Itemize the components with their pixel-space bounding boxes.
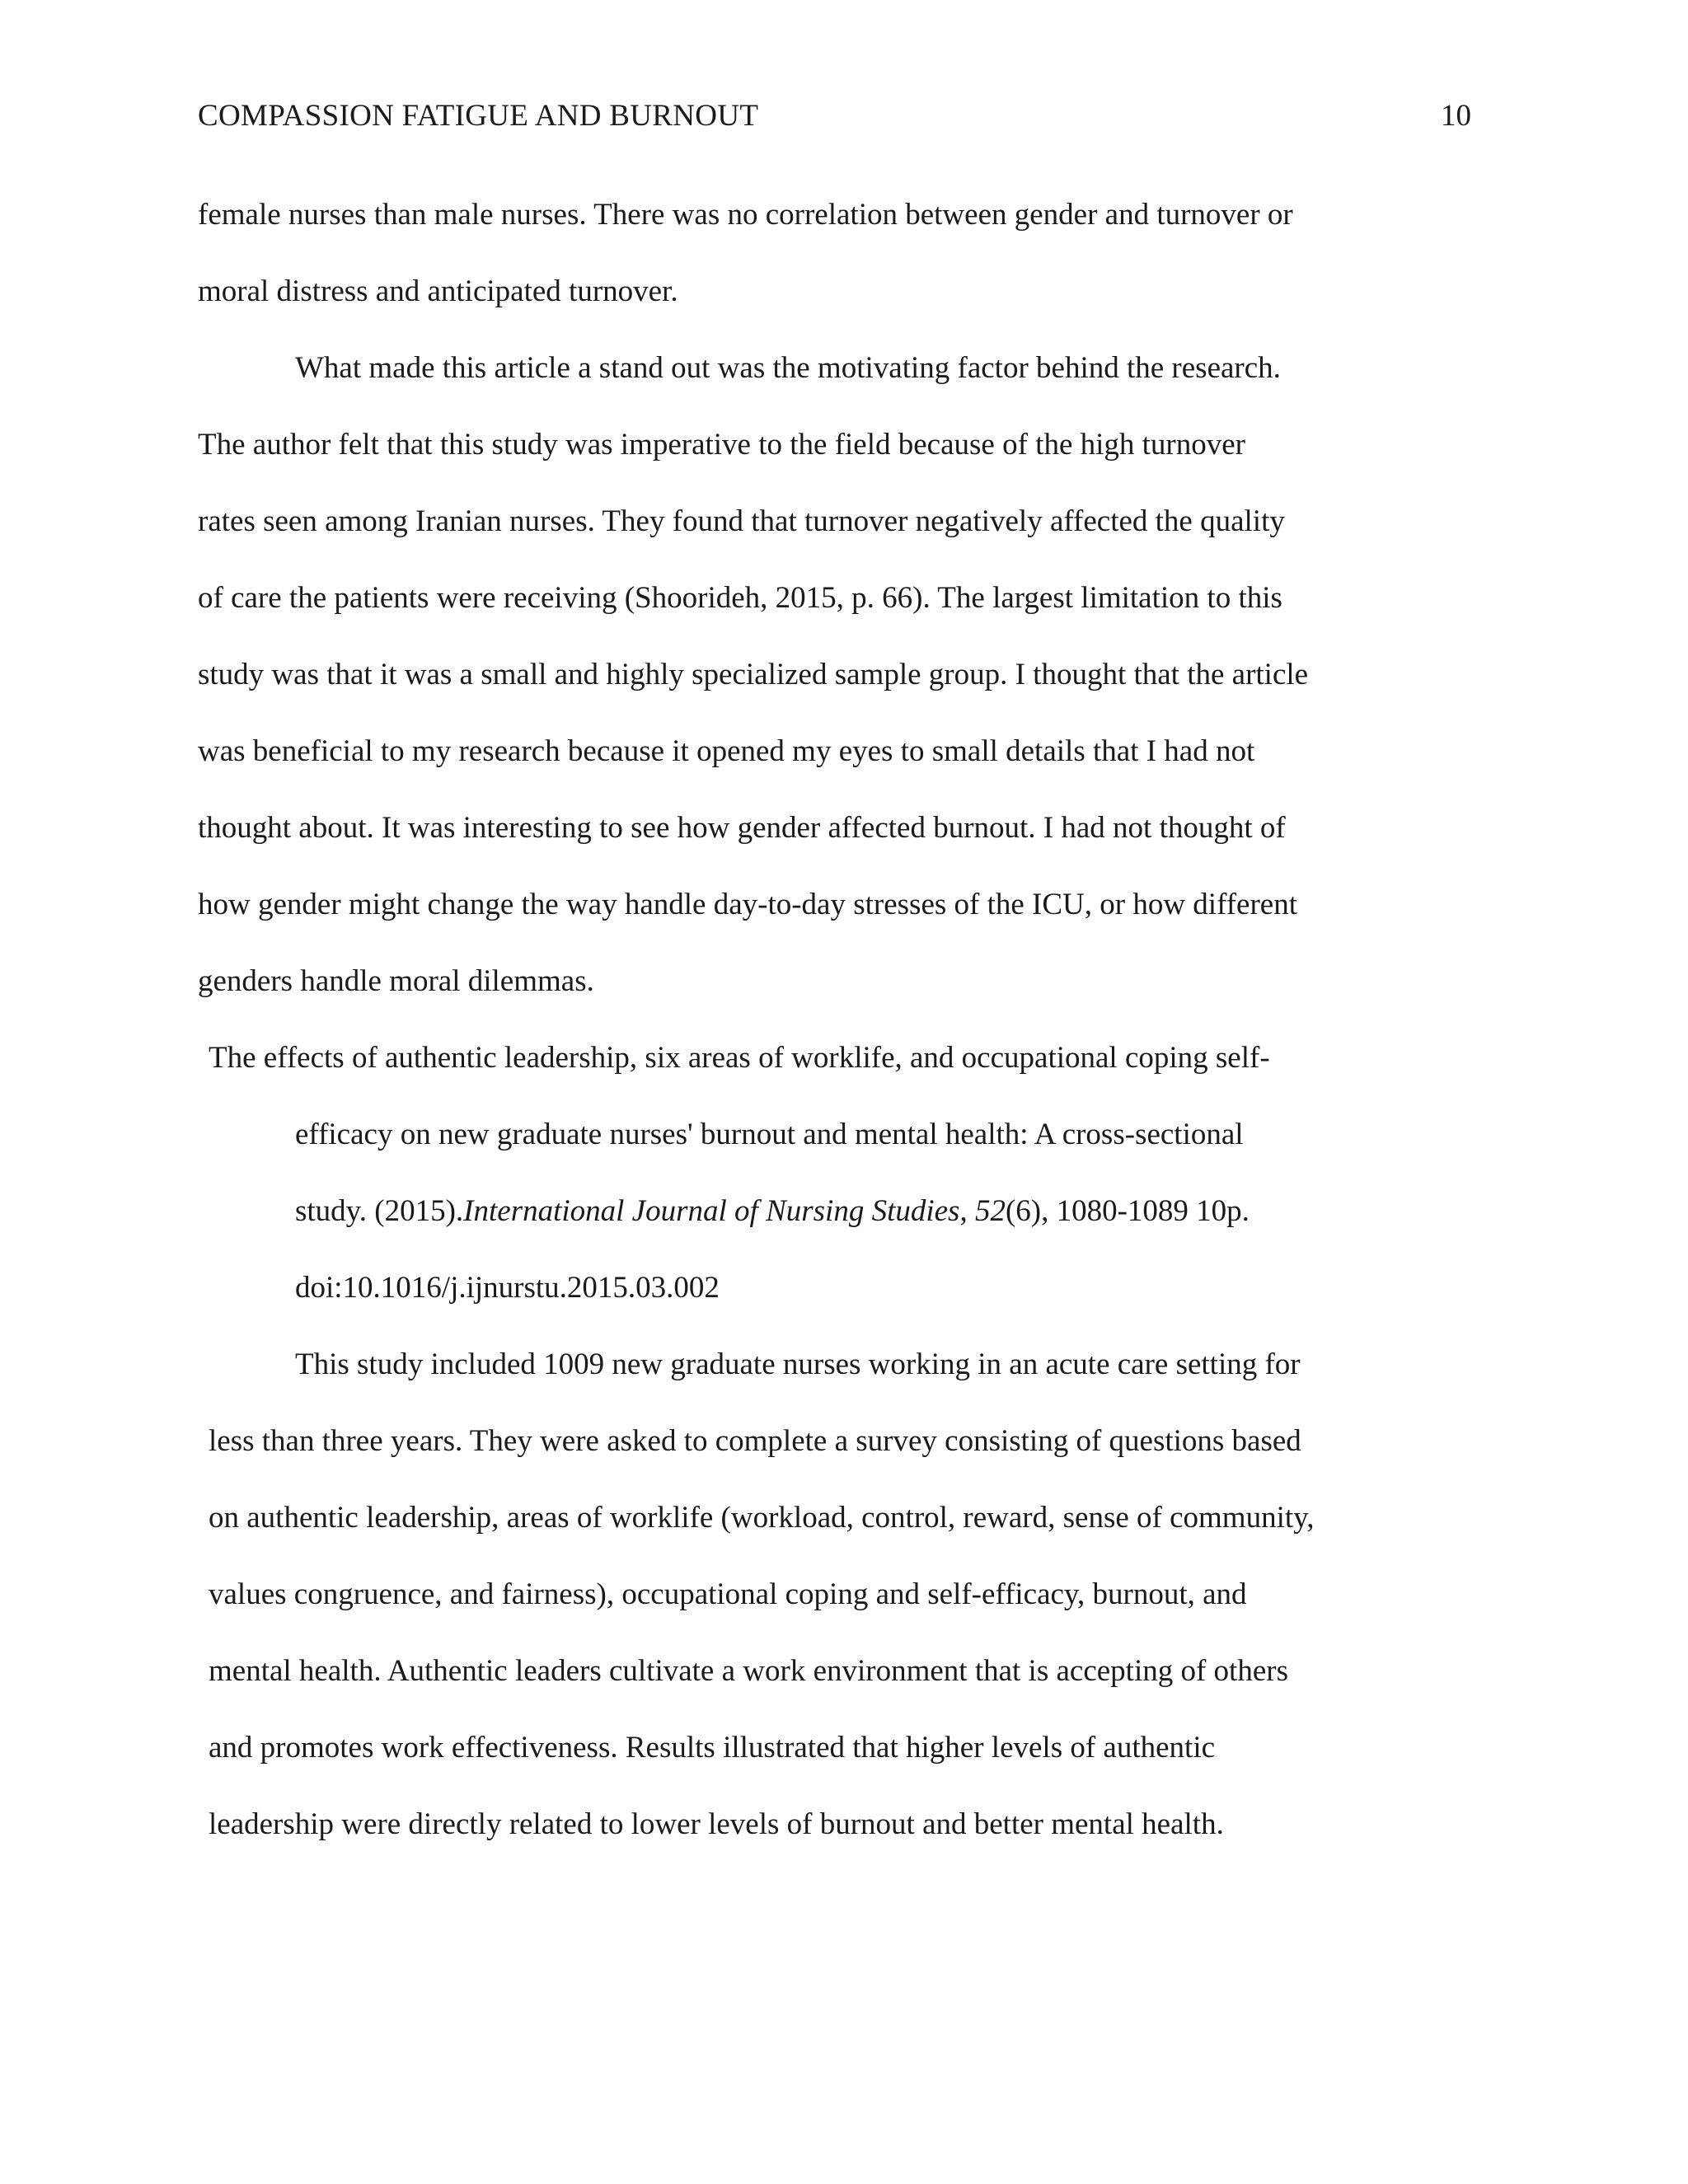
body-line: how gender might change the way handle day-to-day stresses of the ICU, or how different xyxy=(198,888,1298,921)
body-line: genders handle moral dilemmas. xyxy=(198,964,594,998)
reference-date: study. (2015). xyxy=(295,1194,464,1228)
journal-title: International Journal of Nursing Studies xyxy=(463,1194,960,1228)
body-line: What made this article a stand out was the motivating factor behind the research. xyxy=(295,351,1281,385)
body-line: of care the patients were receiving (Shoorideh, 2015, p. 66). The largest limitation to this xyxy=(198,581,1282,615)
reference-line: The effects of authentic leadership, six areas of worklife, and occupational coping self- xyxy=(209,1041,1270,1075)
reference-issue-pages: (6), 1080-1089 10p. xyxy=(1005,1194,1250,1228)
body-line: female nurses than male nurses. There was no correlation between gender and turnover or xyxy=(198,198,1293,232)
page-header xyxy=(198,95,1471,138)
body-line: leadership were directly related to lower levels of burnout and better mental health. xyxy=(209,1807,1224,1841)
body-line: rates seen among Iranian nurses. They found that turnover negatively affected the quality xyxy=(198,504,1285,538)
body-line: values congruence, and fairness), occupational coping and self-efficacy, burnout, and xyxy=(209,1577,1247,1611)
body-line: and promotes work effectiveness. Results illustrated that higher levels of authentic xyxy=(209,1731,1216,1765)
running-head: COMPASSION FATIGUE AND BURNOUT xyxy=(198,99,759,133)
journal-volume: 52 xyxy=(974,1194,1006,1228)
reference-doi: doi:10.1016/j.ijnurstu.2015.03.002 xyxy=(295,1271,720,1305)
reference-separator: , xyxy=(959,1194,975,1228)
body-line: on authentic leadership, areas of worklife (workload, control, reward, sense of community, xyxy=(209,1501,1315,1535)
body-line: study was that it was a small and highly specialized sample group. I thought that the article xyxy=(198,658,1309,691)
body-line: less than three years. They were asked to complete a survey consisting of questions based xyxy=(209,1424,1301,1458)
page-number: 10 xyxy=(1441,99,1471,133)
reference-line: efficacy on new graduate nurses' burnout and mental health: A cross-sectional xyxy=(295,1118,1244,1151)
body-line: thought about. It was interesting to see how gender affected burnout. I had not thought of xyxy=(198,811,1286,845)
reference-line xyxy=(295,1190,1250,1233)
body-line: mental health. Authentic leaders cultivate a work environment that is accepting of others xyxy=(209,1654,1288,1688)
body-line: was beneficial to my research because it opened my eyes to small details that I had not xyxy=(198,734,1255,768)
body-line: The author felt that this study was imperative to the field because of the high turnover xyxy=(198,428,1245,462)
body-line: moral distress and anticipated turnover. xyxy=(198,274,678,308)
body-line: This study included 1009 new graduate nurses working in an acute care setting for xyxy=(295,1347,1301,1381)
